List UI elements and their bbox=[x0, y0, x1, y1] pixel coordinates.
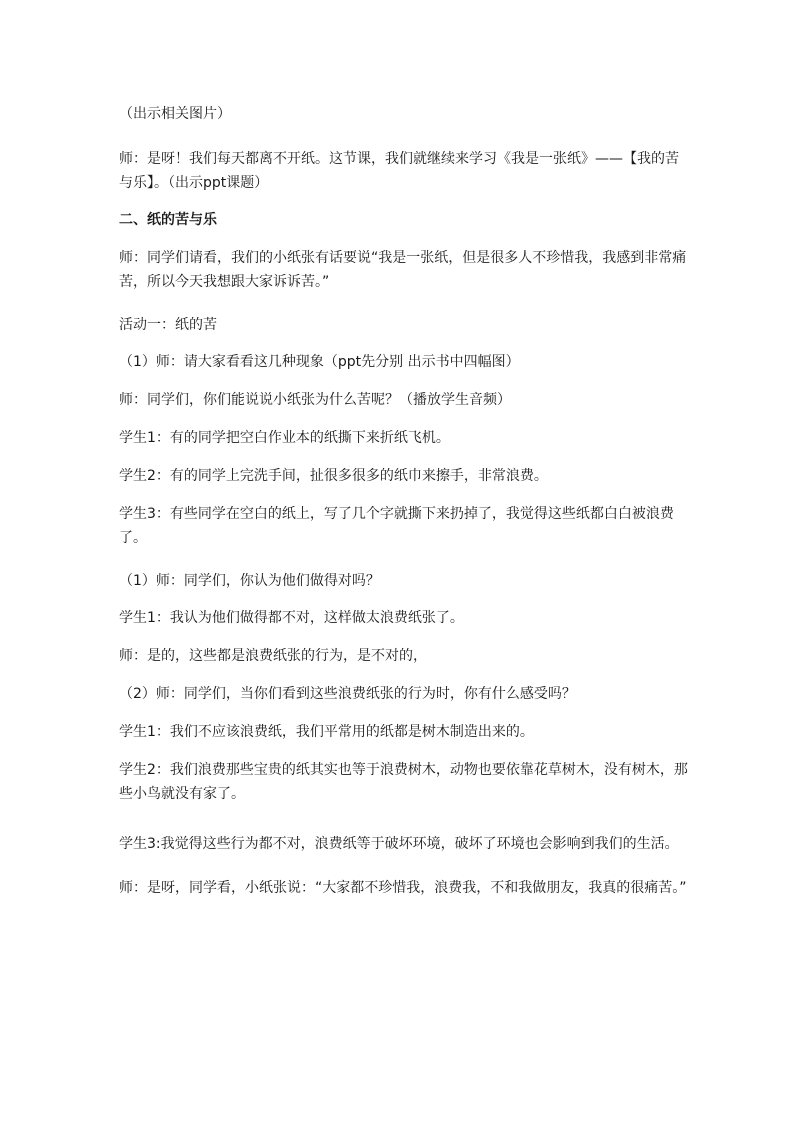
section-heading: 二、纸的苦与乐 bbox=[119, 212, 217, 228]
paragraph-question-right: （1）师：同学们，你认为他们做得对吗？ bbox=[119, 573, 380, 589]
paragraph-show-pictures: （出示相关图片） bbox=[119, 106, 231, 122]
paragraph-student2-tissue: 学生2：有的同学上完洗手间，扯很多很多的纸巾来擦手，非常浪费。 bbox=[119, 468, 548, 484]
paragraph-phenomena: （1）师：请大家看看这几种现象（ppt先分别 出示书中四幅图） bbox=[119, 354, 520, 370]
paragraph-teacher-closing: 师：是呀，同学看，小纸张说：“大家都不珍惜我，浪费我，不和我做朋友，我真的很痛苦。” bbox=[119, 880, 687, 896]
paragraph-teacher-confirm: 师：是的，这些都是浪费纸张的行为，是不对的， bbox=[119, 648, 427, 664]
paragraph-student1-wrong: 学生1：我认为他们做得都不对，这样做太浪费纸张了。 bbox=[119, 610, 464, 626]
paragraph-paper-speaks: 师：同学们请看，我们的小纸张有话要说“我是一张纸，但是很多人不珍惜我，我感到非常痛苦，所以今天我想跟大家诉诉苦。” bbox=[119, 250, 687, 290]
paragraph-student1-plane: 学生1：有的同学把空白作业本的纸撕下来折纸飞机。 bbox=[119, 430, 450, 446]
paragraph-why-bitter: 师：同学们，你们能说说小纸张为什么苦呢？（播放学生音频） bbox=[119, 392, 511, 408]
paragraph-student2-birds: 学生2：我们浪费那些宝贵的纸其实也等于浪费树木，动物也要依靠花草树木，没有树木，那些小鸟就没有家了。 bbox=[119, 762, 688, 802]
paragraph-teacher-intro: 师：是呀！我们每天都离不开纸。这节课，我们就继续来学习《我是一张纸》——【我的苦与乐】。（出示ppt课题） bbox=[119, 151, 679, 191]
paragraph-student3-waste: 学生3：有些同学在空白的纸上，写了几个字就撕下来扔掉了，我觉得这些纸都白白被浪费了。 bbox=[119, 506, 674, 546]
paragraph-student3-environment: 学生3:我觉得这些行为都不对，浪费纸等于破坏环境，破坏了环境也会影响到我们的生活。 bbox=[119, 836, 679, 852]
paragraph-question-feeling: （2）师：同学们，当你们看到这些浪费纸张的行为时，你有什么感受吗？ bbox=[119, 686, 576, 702]
activity-heading: 活动一：纸的苦 bbox=[119, 317, 217, 333]
paragraph-student1-trees: 学生1：我们不应该浪费纸，我们平常用的纸都是树木制造出来的。 bbox=[119, 724, 534, 740]
